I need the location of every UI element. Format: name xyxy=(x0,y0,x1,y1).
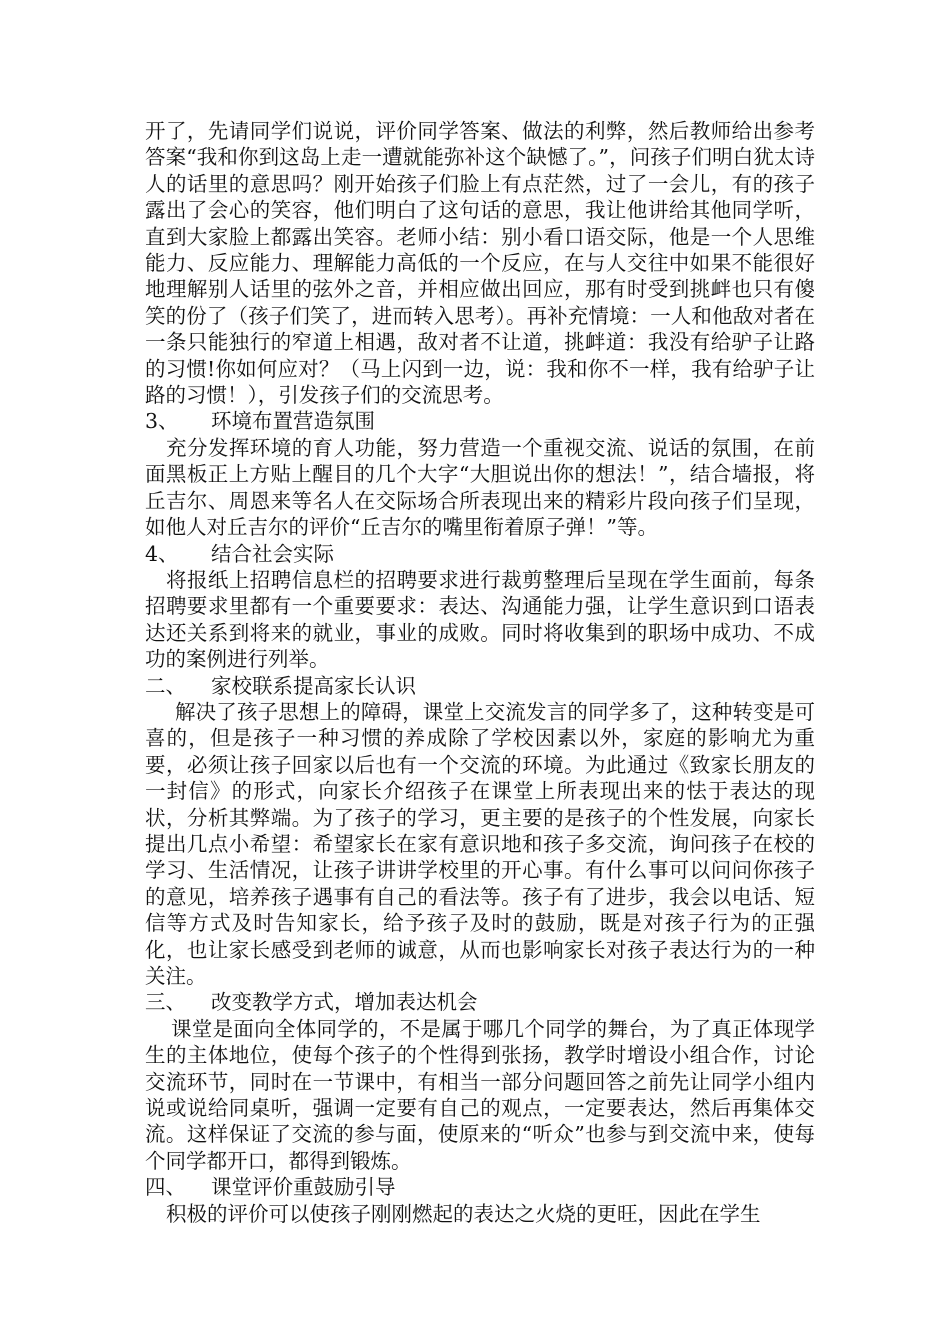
paragraph-5: 课堂是面向全体同学的，不是属于哪几个同学的舞台，为了真正体现学生的主体地位，使每个孩子的个性得到张扬，教学时增设小组合作，讨论交流环节，同时在一节课中，有相当一部分问题回答之前先让同学小组内说或说给同桌听，强调一定要有自己的观点，一定要表达，然后再集体交流。这样保证了交流的参与面，使原来的“听众”也参与到交流中来，使每个同学都开口，都得到锻炼。 xyxy=(145,1016,815,1173)
section-2-number: 二、 xyxy=(145,673,186,698)
paragraph-6: 积极的评价可以使孩子刚刚燃起的表达之火烧的更旺，因此在学生 xyxy=(166,1201,761,1226)
section-2-title: 家校联系提高家长认识 xyxy=(211,673,416,698)
subheading-3 xyxy=(145,408,815,434)
paragraph-4: 解决了孩子思想上的障碍，课堂上交流发言的同学多了，这种转变是可喜的，但是孩子一种习惯的养成除了学校因素以外，家庭的影响尤为重要，必须让孩子回家以后也有一个交流的环境。为此通过《致家长朋友的一封信》的形式，向家长介绍孩子在课堂上所表现出来的怯于表达的现状，分析其弊端。为了孩子的学习，更主要的是孩子的个性发展，向家长提出几点小希望：希望家长在家有意识地和孩子多交流，询问孩子在校的学习、生活情况，让孩子讲讲学校里的开心事。有什么事可以问问你孩子的意见，培养孩子遇事有自己的看法等。孩子有了进步，我会以电话、短信等方式及时告知家长，给予孩子及时的鼓励，既是对孩子行为的正强化，也让家长感受到老师的诚意，从而也影响家长对孩子表达行为的一种关注。 xyxy=(145,699,815,988)
section-3-number: 三、 xyxy=(145,990,186,1015)
section-heading-2 xyxy=(145,673,815,699)
subheading-4-title: 结合社会实际 xyxy=(211,541,334,566)
paragraph-2: 充分发挥环境的育人功能，努力营造一个重视交流、说话的氛围，在前面黑板正上方贴上醒目的几个大字“大胆说出你的想法！”，结合墙报，将丘吉尔、周恩来等名人在交际场合所表现出来的精彩片段向孩子们呈现，如他人对丘吉尔的评价“丘吉尔的嘴里衔着原子弹！”等。 xyxy=(145,435,815,540)
section-3-title: 改变教学方式，增加表达机会 xyxy=(211,990,478,1015)
subheading-3-number: 3、 xyxy=(145,409,179,434)
subheading-4-number: 4、 xyxy=(145,541,179,566)
section-heading-3 xyxy=(145,989,815,1015)
section-heading-4 xyxy=(145,1174,815,1200)
section-4-title: 课堂评价重鼓励引导 xyxy=(211,1175,396,1200)
subheading-4 xyxy=(145,541,815,567)
document-page xyxy=(145,118,815,1227)
section-4-number: 四、 xyxy=(145,1175,186,1200)
paragraph-1: 开了，先请同学们说说，评价同学答案、做法的利弊，然后教师给出参考答案“我和你到这岛上走一遭就能弥补这个缺憾了。”，问孩子们明白犹太诗人的话里的意思吗？刚开始孩子们脸上有点茫然，过了一会儿，有的孩子露出了会心的笑容，他们明白了这句话的意思，我让他讲给其他同学听，直到大家脸上都露出笑容。老师小结：别小看口语交际，他是一个人思维能力、反应能力、理解能力高低的一个反应，在与人交往中如果不能很好地理解别人话里的弦外之音，并相应做出回应，那有时受到挑衅也只有傻笑的份了（孩子们笑了，进而转入思考）。再补充情境：一人和他敌对者在一条只能独行的窄道上相遇，敌对者不让道，挑衅道：我没有给驴子让路的习惯!你如何应对？（马上闪到一边，说：我和你不一样，我有给驴子让路的习惯！），引发孩子们的交流思考。 xyxy=(145,119,815,408)
paragraph-3: 将报纸上招聘信息栏的招聘要求进行裁剪整理后呈现在学生面前，每条招聘要求里都有一个重要要求：表达、沟通能力强，让学生意识到口语表达还关系到将来的就业，事业的成败。同时将收集到的职场中成功、不成功的案例进行列举。 xyxy=(145,567,815,672)
subheading-3-title: 环境布置营造氛围 xyxy=(211,409,375,434)
